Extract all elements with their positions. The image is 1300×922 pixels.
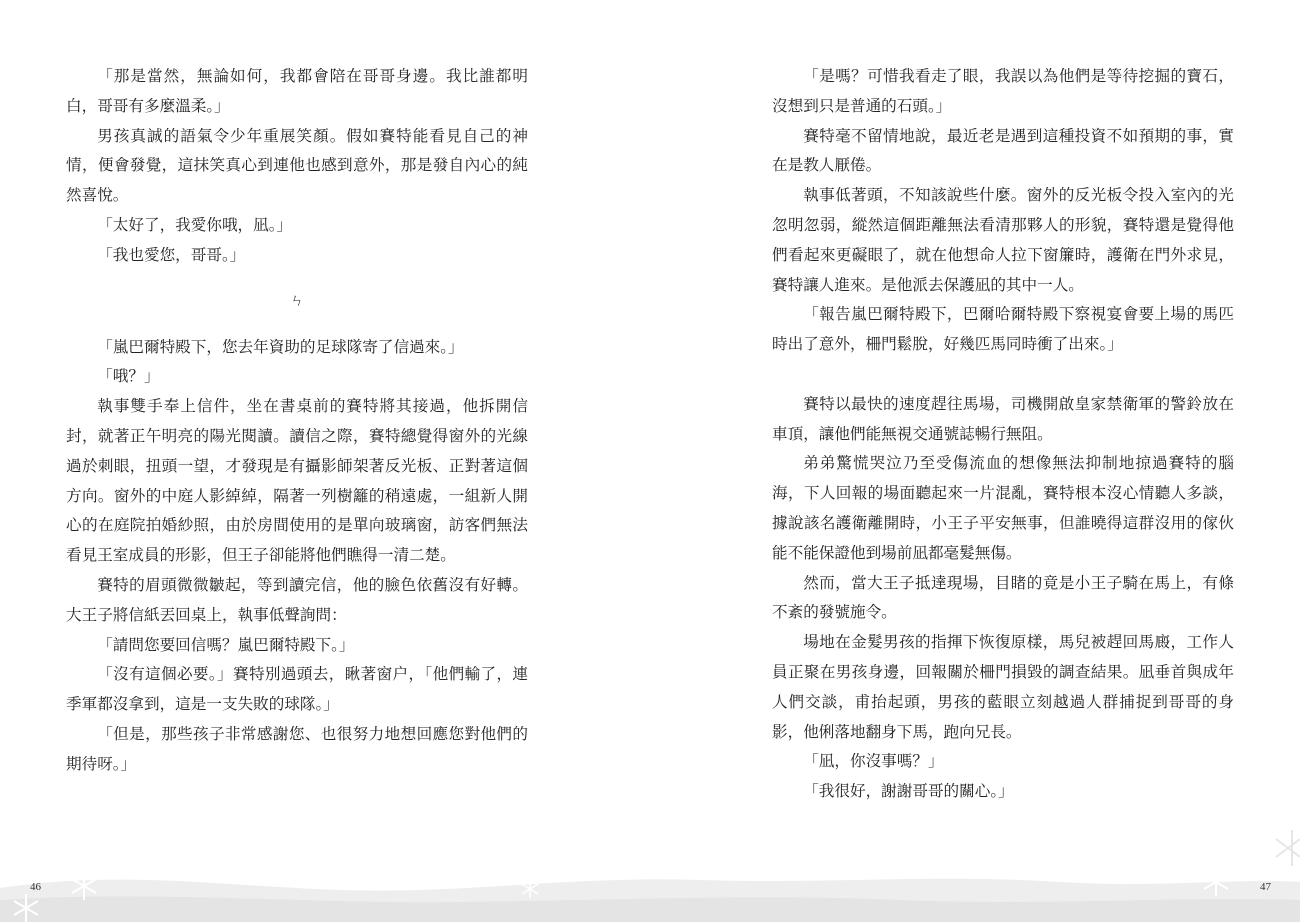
section-separator: ㄣ xyxy=(290,292,304,309)
right-page-text xyxy=(772,62,1234,807)
paragraph: 「我很好，謝謝哥哥的關心。」 xyxy=(803,782,1014,801)
snowflake-icon xyxy=(1270,826,1300,870)
paragraph: 賽特毫不留情地說，最近老是遇到這種投資不如預期的事，實在是教人厭倦。 xyxy=(772,126,1234,175)
paragraph: 「我也愛您，哥哥。」 xyxy=(97,245,246,264)
paragraph: 弟弟驚慌哭泣乃至受傷流血的想像無法抑制地掠過賽特的腦海，下人回報的場面聽起來一片混亂，賽特根本沒心情聽人多談，據說該名護衛離開時，小王子平安無事，但誰曉得這群沒用的傢伙能不能保證他到場前凪都毫髮無傷。 xyxy=(772,454,1234,562)
left-page-text xyxy=(66,62,528,780)
paragraph: 「是嗎？可惜我看走了眼，我誤以為他們是等待挖掘的寶石，沒想到只是普通的石頭。」 xyxy=(772,67,1234,115)
paragraph: 「沒有這個必要。」賽特別過頭去，瞅著窗户，「他們輸了，連季軍都沒拿到，這是一支失敗的球隊。」 xyxy=(66,665,528,714)
section-break xyxy=(772,360,1234,390)
paragraph: 執事雙手奉上信件，坐在書桌前的賽特將其接過，他拆開信封，就著正午明亮的陽光閱讀。讀信之際，賽特總覺得窗外的光線過於刺眼，扭頭一望，才發現是有攝影師架著反光板、正對著這個方向。窗外的中庭人影綽綽，隔著一列樹籬的稍遠處，一組新人開心的在庭院拍婚紗照，由於房間使用的是單向玻璃窗，訪客們無法看見王室成員的形影，但王子卻能將他們瞧得一清二楚。 xyxy=(66,397,528,565)
paragraph: 「報告嵐巴爾特殿下，巴爾哈爾特殿下察視宴會要上場的馬匹時出了意外，柵門鬆脫，好幾匹馬同時衝了出來。」 xyxy=(772,305,1234,354)
paragraph: 「哦？」 xyxy=(97,367,160,386)
paragraph: 「凪，你沒事嗎？」 xyxy=(803,752,944,771)
paragraph: 「嵐巴爾特殿下，您去年資助的足球隊寄了信過來。」 xyxy=(97,337,464,356)
page-number-left: 46 xyxy=(30,881,41,893)
paragraph: 「太好了，我愛你哦，凪。」 xyxy=(97,215,293,234)
paragraph: 「那是當然，無論如何，我都會陪在哥哥身邊。我比誰都明白，哥哥有多麼溫柔。」 xyxy=(66,67,528,115)
paragraph: 男孩真誠的語氣令少年重展笑顏。假如賽特能看見自己的神情，便會發覺，這抹笑真心到連他也感到意外，那是發自內心的純然喜悅。 xyxy=(66,126,528,205)
paragraph: 然而，當大王子抵達現場，目睹的竟是小王子騎在馬上，有條不紊的發號施令。 xyxy=(772,573,1234,622)
snow-hills-footer xyxy=(0,860,1300,922)
paragraph: 執事低著頭，不知該說些什麼。窗外的反光板令投入室內的光忽明忽弱，縱然這個距離無法看清那夥人的形貌，賽特還是覺得他們看起來更礙眼了，就在他想命人拉下窗簾時，護衛在門外求見，賽特讓人進來。是他派去保護凪的其中一人。 xyxy=(772,186,1234,294)
paragraph: 賽特以最快的速度趕往馬場，司機開啟皇家禁衛軍的警鈴放在車頂，讓他們能無視交通號誌暢行無阻。 xyxy=(772,394,1234,443)
paragraph: 賽特的眉頭微微皺起，等到讀完信，他的臉色依舊沒有好轉。大王子將信紙丟回桌上，執事低聲詢問： xyxy=(66,575,528,624)
page-number-right: 47 xyxy=(1260,881,1271,893)
paragraph: 「請問您要回信嗎？嵐巴爾特殿下。」 xyxy=(97,635,355,654)
paragraph: 場地在金髮男孩的指揮下恢復原樣，馬兒被趕回馬廄，工作人員正聚在男孩身邊，回報關於柵門損毀的調查結果。凪垂首與成年人們交談，甫抬起頭，男孩的藍眼立刻越過人群捕捉到哥哥的身影，他俐落地翻身下馬，跑向兄長。 xyxy=(772,633,1234,741)
paragraph: 「但是，那些孩子非常感謝您、也很努力地想回應您對他們的期待呀。」 xyxy=(66,724,528,773)
